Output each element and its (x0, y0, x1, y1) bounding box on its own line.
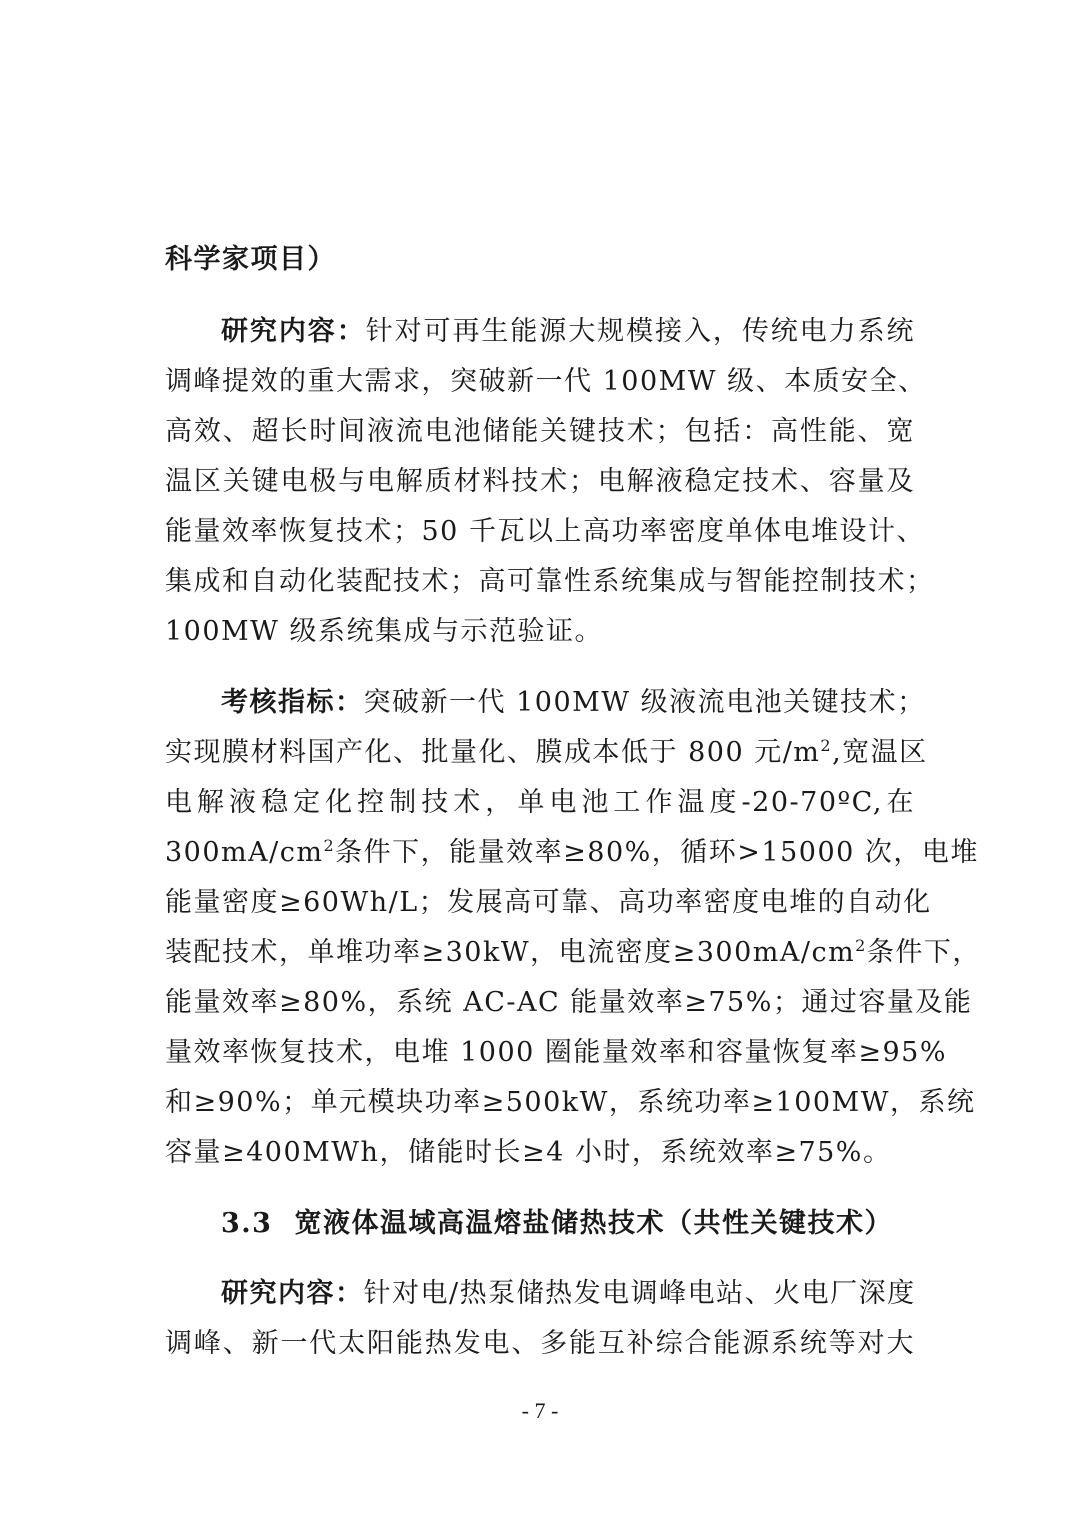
assessment-first-line (221, 683, 926, 723)
section-title: 宽液体温域高温熔盐储热技术（共性关键技术） (294, 1208, 893, 1239)
research-line: 能量效率恢复技术；50 千瓦以上高功率密度单体电堆设计、 (165, 516, 925, 547)
research-line: 温区关键电极与电解质材料技术；电解液稳定技术、容量及 (165, 466, 915, 497)
assessment-line: 实现膜材料国产化、批量化、膜成本低于 800 元$/m^2$,宽温区 (165, 736, 928, 768)
section-heading (221, 1204, 893, 1244)
assessment-text: 突破新一代 100MW 级液流电池关键技术； (363, 687, 926, 718)
research-3-3-first-line: 研究内容：针对电/热泵储热发电调峰电站、火电厂深度 (221, 1278, 916, 1309)
research-line: 集成和自动化装配技术；高可靠性系统集成与智能控制技术； (165, 566, 935, 597)
research-text: 针对可再生能源大规模接入，传统电力系统 (365, 316, 916, 347)
assessment-line: 量效率恢复技术，电堆 1000 圈能量效率和容量恢复率≥95% (165, 1037, 948, 1068)
section-number: 3.3 (221, 1208, 273, 1239)
research-3-3-line: 调峰、新一代太阳能热发电、多能互补综合能源系统等对大 (165, 1328, 915, 1359)
assessment-label: 考核指标： (221, 687, 364, 718)
research-first-line (221, 312, 915, 352)
assessment-line: 能量密度≥60Wh/L；发展高可靠、高功率密度电堆的自动化 (165, 887, 932, 918)
continuation-text: 科学家项目） (165, 244, 336, 275)
assessment-line: $300mA/cm^2$条件下，能量效率≥80%，循环>15000 次，电堆 (165, 836, 979, 868)
assessment-line: 电解液稳定化控制技术，单电池工作温度-20-70ºC,在 (165, 787, 915, 818)
assessment-line: 能量效率≥80%，系统 AC-AC 能量效率≥75%；通过容量及能 (165, 987, 973, 1018)
research-line: 调峰提效的重大需求，突破新一代 100MW 级、本质安全、 (165, 366, 927, 397)
assessment-line: 容量≥400MWh，储能时长≥4 小时，系统效率≥75%。 (165, 1137, 892, 1168)
page-number: - 7 - (521, 1398, 559, 1423)
assessment-line: 装配技术，单堆功率≥30kW，电流密度$\ge 300mA/cm^2$条件下， (165, 936, 981, 968)
research-line: 高效、超长时间液流电池储能关键技术；包括：高性能、宽 (165, 416, 915, 447)
assessment-line: 和≥90%；单元模块功率≥500kW，系统功率≥100MW，系统 (165, 1087, 976, 1118)
research-line: 100MW 级系统集成与示范验证。 (165, 616, 604, 647)
research-label: 研究内容： (221, 316, 366, 347)
research-3-3-label: 研究内容： (221, 1278, 364, 1309)
